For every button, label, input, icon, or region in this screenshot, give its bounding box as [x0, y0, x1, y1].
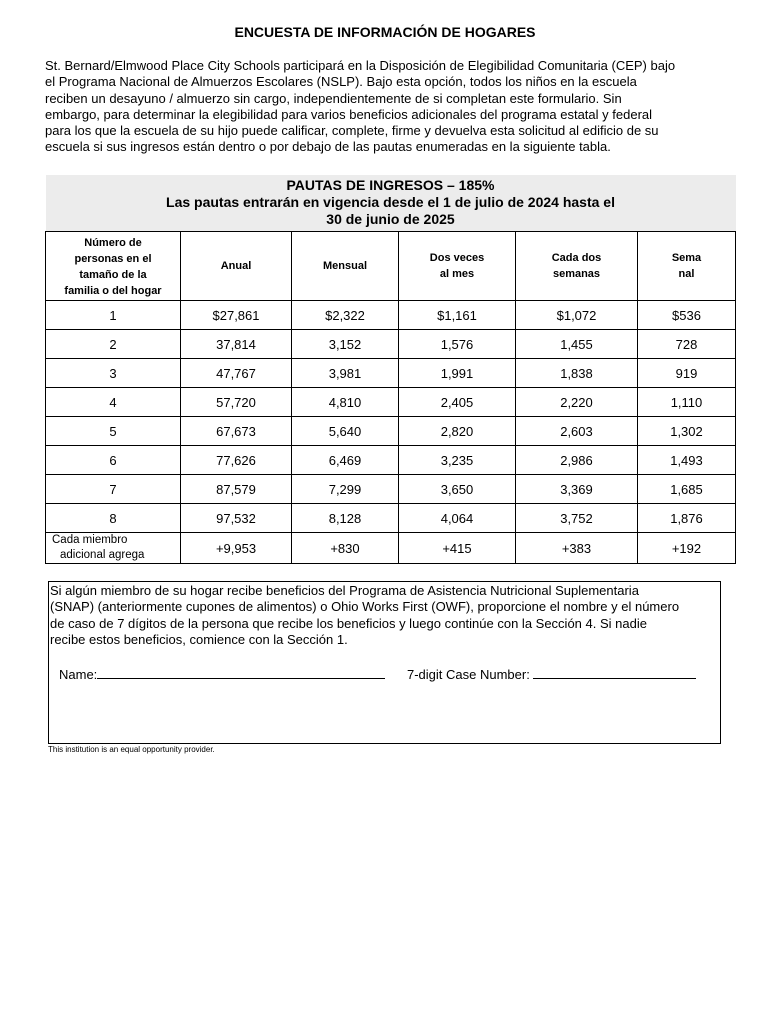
table-row — [46, 504, 736, 533]
name-label: Name: — [59, 667, 98, 682]
label-line: adicional agrega — [60, 549, 145, 561]
additional-member-row — [46, 533, 736, 564]
table-row — [46, 475, 736, 504]
table-row — [46, 359, 736, 388]
table-cell: $536 — [638, 301, 736, 330]
table-heading — [46, 175, 736, 232]
snap-text-line: Si algún miembro de su hogar recibe beneficios del Programa de Asistencia Nutricional Suplementaria — [50, 583, 639, 598]
intro-line: reciben un desayuno / almuerzo sin cargo, independientemente de si completan este formulario. Sin — [45, 90, 622, 106]
intro-line: embargo, para determinar la elegibilidad para varios beneficios adicionales del programa estatal y federal — [45, 106, 653, 122]
table-row — [46, 388, 736, 417]
table-cell: 1,110 — [638, 388, 736, 417]
household-size-cell: 1 — [46, 301, 181, 330]
table-heading-line: PAUTAS DE INGRESOS – 185% — [286, 177, 495, 193]
table-row — [46, 417, 736, 446]
name-field[interactable] — [59, 665, 385, 683]
table-cell: 3,152 — [292, 330, 399, 359]
header-weekly — [638, 232, 736, 301]
header-line: Mensual — [322, 260, 367, 272]
name-input-line[interactable] — [97, 665, 385, 679]
income-rows — [46, 301, 736, 533]
header-twice-monthly — [399, 232, 516, 301]
snap-text-line: (SNAP) (anteriormente cupones de alimentos) o Ohio Works First (OWF), proporcione el nombre y el número — [50, 599, 680, 615]
table-cell: $1,161 — [399, 301, 516, 330]
table-cell: 4,810 — [292, 388, 399, 417]
header-biweekly — [516, 232, 638, 301]
header-line: al mes — [439, 268, 475, 280]
table-cell: 1,576 — [399, 330, 516, 359]
header-line: Sema — [671, 252, 702, 264]
table-cell: 47,767 — [181, 359, 292, 388]
table-row — [46, 301, 736, 330]
footer-note: This institution is an equal opportunity provider. — [48, 745, 215, 754]
table-cell: 3,369 — [516, 475, 638, 504]
header-line: Número de — [84, 237, 142, 249]
table-cell: 1,493 — [638, 446, 736, 475]
table-cell: +9,953 — [181, 533, 292, 564]
table-cell: 8,128 — [292, 504, 399, 533]
additional-member-label — [46, 533, 181, 564]
table-cell: 2,405 — [399, 388, 516, 417]
page-title: ENCUESTA DE INFORMACIÓN DE HOGARES — [234, 24, 536, 40]
household-size-cell: 5 — [46, 417, 181, 446]
table-cell: 919 — [638, 359, 736, 388]
header-line: semanas — [552, 268, 601, 280]
column-header-row — [46, 232, 736, 301]
table-cell: 87,579 — [181, 475, 292, 504]
table-cell: 2,603 — [516, 417, 638, 446]
table-cell: 2,986 — [516, 446, 638, 475]
header-household-size — [46, 232, 181, 301]
household-size-cell: 8 — [46, 504, 181, 533]
table-cell: 1,685 — [638, 475, 736, 504]
header-line: Anual — [220, 260, 252, 272]
table-cell: 3,650 — [399, 475, 516, 504]
snap-owf-section — [48, 581, 721, 744]
table-cell: 728 — [638, 330, 736, 359]
case-number-field[interactable] — [407, 665, 696, 683]
intro-line: escuela si sus ingresos están dentro o por debajo de las pautas enumeradas en la siguiente tabla. — [45, 139, 611, 155]
table-cell: 7,299 — [292, 475, 399, 504]
table-cell: 2,820 — [399, 417, 516, 446]
table-heading-line: Las pautas entrarán en vigencia desde el 1 de julio de 2024 hasta el — [166, 194, 615, 210]
table-cell: 4,064 — [399, 504, 516, 533]
table-cell: 97,532 — [181, 504, 292, 533]
header-line: personas en el — [74, 253, 152, 265]
household-size-cell: 2 — [46, 330, 181, 359]
table-cell: $27,861 — [181, 301, 292, 330]
table-cell: +415 — [399, 533, 516, 564]
intro-line: St. Bernard/Elmwood Place City Schools participará en la Disposición de Elegibilidad Comunitaria (CEP) bajo — [45, 58, 676, 73]
snap-text-line: de caso de 7 dígitos de la persona que recibe los beneficios y luego continúe con la Sección 4. Si nadie — [50, 615, 647, 631]
table-cell: 1,991 — [399, 359, 516, 388]
intro-line: el Programa Nacional de Almuerzos Escolares (NSLP). Bajo esta opción, todos los niños en la escuela — [45, 74, 637, 90]
table-cell: 1,838 — [516, 359, 638, 388]
header-line: Cada dos — [551, 252, 602, 264]
table-heading-line: 30 de junio de 2025 — [326, 211, 455, 227]
header-line: nal — [678, 268, 695, 280]
table-cell: $2,322 — [292, 301, 399, 330]
table-cell: 37,814 — [181, 330, 292, 359]
case-number-label: 7-digit Case Number: — [407, 667, 530, 682]
table-cell: 1,455 — [516, 330, 638, 359]
table-cell: 57,720 — [181, 388, 292, 417]
table-cell: 3,981 — [292, 359, 399, 388]
table-cell: +383 — [516, 533, 638, 564]
table-cell: 77,626 — [181, 446, 292, 475]
household-size-cell: 4 — [46, 388, 181, 417]
label-line: Cada miembro — [52, 534, 128, 546]
table-cell: 67,673 — [181, 417, 292, 446]
snap-instructions — [49, 582, 720, 648]
table-heading-row — [46, 175, 736, 232]
table-cell: 2,220 — [516, 388, 638, 417]
header-line: tamaño de la — [79, 269, 147, 281]
intro-line: para los que la escuela de su hijo puede calificar, complete, firme y devuelva esta solicitud al edificio de su — [45, 123, 659, 139]
table-cell: +830 — [292, 533, 399, 564]
table-cell: +192 — [638, 533, 736, 564]
table-cell: 6,469 — [292, 446, 399, 475]
household-size-cell: 3 — [46, 359, 181, 388]
table-cell: $1,072 — [516, 301, 638, 330]
header-line: Dos veces — [429, 252, 485, 264]
table-row — [46, 330, 736, 359]
table-cell: 1,302 — [638, 417, 736, 446]
table-cell: 3,752 — [516, 504, 638, 533]
household-size-cell: 7 — [46, 475, 181, 504]
household-size-cell: 6 — [46, 446, 181, 475]
income-guidelines-table — [45, 175, 736, 564]
case-number-input-line[interactable] — [533, 665, 696, 679]
table-cell: 1,876 — [638, 504, 736, 533]
header-annual — [181, 232, 292, 301]
table-cell: 3,235 — [399, 446, 516, 475]
table-cell: 5,640 — [292, 417, 399, 446]
header-monthly — [292, 232, 399, 301]
snap-text-line: recibe estos beneficios, comience con la Sección 1. — [50, 631, 348, 647]
header-line: familia o del hogar — [64, 285, 162, 297]
intro-paragraph — [45, 58, 725, 156]
table-row — [46, 446, 736, 475]
